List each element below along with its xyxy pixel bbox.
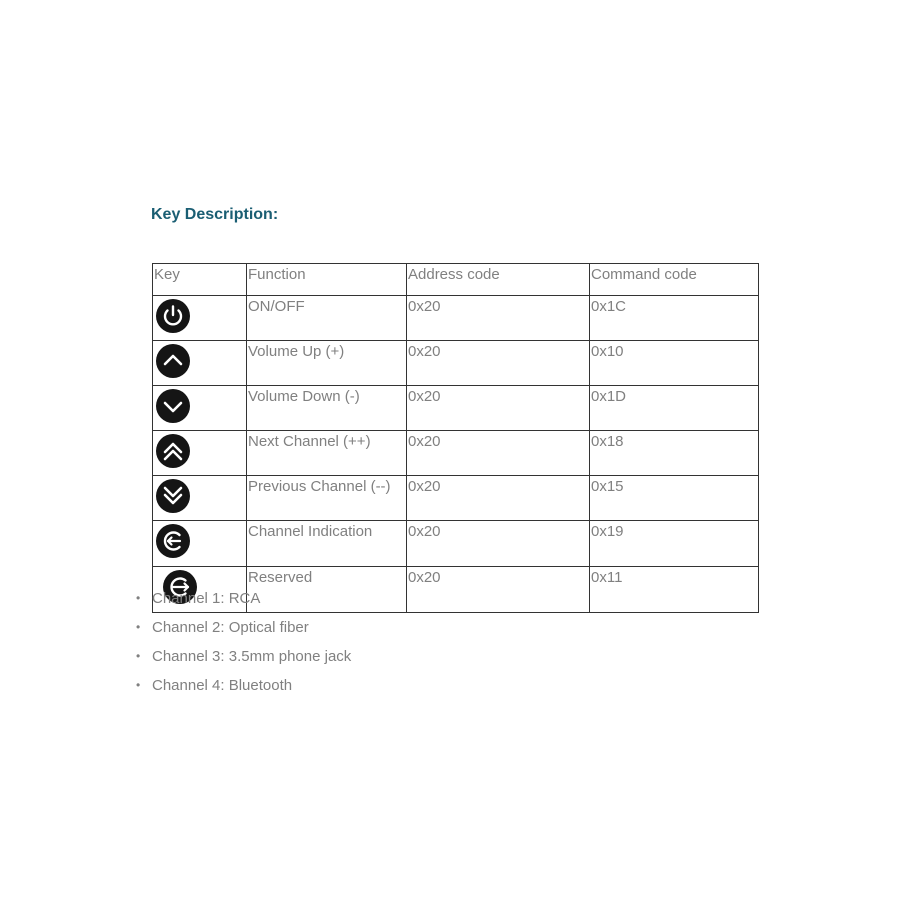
channel-list [134, 584, 351, 700]
power-icon [155, 298, 191, 334]
address-cell: 0x20 [407, 476, 590, 521]
bullet-icon: • [136, 620, 141, 634]
list-item-text: Channel 4: Bluetooth [152, 677, 293, 694]
table-row [153, 341, 759, 386]
header-function: Function [247, 264, 407, 296]
command-cell: 0x18 [590, 431, 759, 476]
function-cell: Reserved [247, 567, 407, 613]
address-cell: 0x20 [407, 567, 590, 613]
double-chevron-down-icon [155, 478, 191, 514]
channel-input-icon [155, 523, 191, 559]
table-row [153, 521, 759, 567]
table-header-row [153, 264, 759, 296]
header-key: Key [153, 264, 247, 296]
table-row [153, 431, 759, 476]
key-cell [153, 476, 247, 521]
table-row [153, 476, 759, 521]
function-cell: Channel Indication [247, 521, 407, 567]
address-cell: 0x20 [407, 296, 590, 341]
key-cell [153, 431, 247, 476]
function-cell: Next Channel (++) [247, 431, 407, 476]
address-cell: 0x20 [407, 521, 590, 567]
double-chevron-up-icon [155, 433, 191, 469]
list-item [136, 671, 351, 700]
key-cell [153, 296, 247, 341]
command-cell: 0x10 [590, 341, 759, 386]
command-cell: 0x1D [590, 386, 759, 431]
command-cell: 0x11 [590, 567, 759, 613]
list-item [136, 584, 351, 613]
key-cell [153, 386, 247, 431]
function-cell: Volume Up (+) [247, 341, 407, 386]
bullet-icon: • [136, 678, 141, 692]
list-item [136, 613, 351, 642]
function-cell: ON/OFF [247, 296, 407, 341]
bullet-icon: • [136, 591, 141, 605]
key-cell [153, 521, 247, 567]
function-cell: Previous Channel (--) [247, 476, 407, 521]
chevron-up-icon [155, 343, 191, 379]
table-row [153, 386, 759, 431]
header-command: Command code [590, 264, 759, 296]
address-cell: 0x20 [407, 386, 590, 431]
list-item-text: Channel 3: 3.5mm phone jack [152, 648, 352, 665]
command-cell: 0x15 [590, 476, 759, 521]
bullet-icon: • [136, 649, 141, 663]
list-item-text: Channel 1: RCA [152, 590, 261, 607]
address-cell: 0x20 [407, 341, 590, 386]
command-cell: 0x19 [590, 521, 759, 567]
function-cell: Volume Down (-) [247, 386, 407, 431]
key-description-table [152, 263, 759, 613]
key-cell [153, 341, 247, 386]
list-item [136, 642, 352, 671]
list-item-text: Channel 2: Optical fiber [152, 619, 309, 636]
chevron-down-icon [155, 388, 191, 424]
header-address: Address code [407, 264, 590, 296]
table-row [153, 296, 759, 341]
address-cell: 0x20 [407, 431, 590, 476]
command-cell: 0x1C [590, 296, 759, 341]
section-heading: Key Description: [151, 206, 279, 223]
